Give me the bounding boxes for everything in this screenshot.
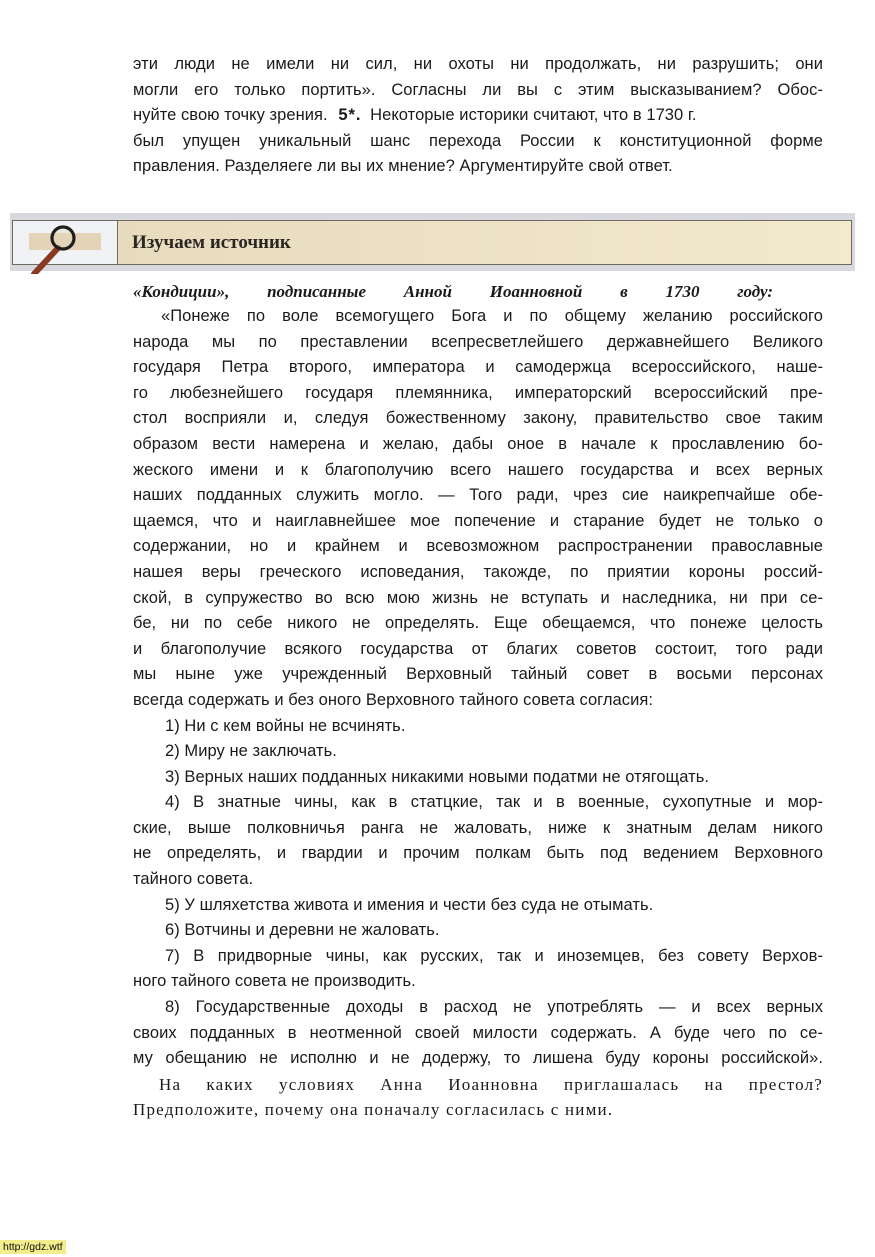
text-line: бе, ни по себе никого не определять. Еще обещаемся, что понеже целость bbox=[133, 614, 823, 633]
text-line: 6) Вотчины и деревни не жаловать. bbox=[165, 921, 440, 940]
text-line: 3) Верных наших подданных никакими новыми податми не отягощать. bbox=[165, 767, 709, 786]
text-line: ские, выше полковничья ранга не жаловать, ниже к знатным делам никого bbox=[133, 818, 823, 837]
condition-item-3 bbox=[133, 765, 823, 791]
condition-item-2 bbox=[133, 739, 823, 765]
text-line: 5) У шляхетства живота и имения и чести без суда не отымать. bbox=[165, 895, 654, 914]
source-body bbox=[133, 304, 823, 1123]
text-line: всегда содержать и без оного Верховного тайного совета согласия: bbox=[133, 690, 653, 709]
question-line: На каких условиях Анна Иоанновна приглашалась на престол? bbox=[159, 1074, 823, 1094]
text-line: государя Петра второго, императора и самодержца всероссийского, наше- bbox=[133, 358, 823, 377]
condition-item-7 bbox=[133, 944, 823, 995]
text-line: 8) Государственные доходы в расход не употреблять — и всех верных bbox=[165, 998, 823, 1017]
text-line: 4) В знатные чины, как в статцкие, так и в военные, сухопутные и мор- bbox=[165, 793, 823, 812]
condition-item-4 bbox=[133, 790, 823, 892]
top-paragraph bbox=[133, 52, 823, 180]
text-line: содержании, но и крайнем и всевозможном распространении православные bbox=[133, 537, 823, 556]
condition-item-8 bbox=[133, 995, 823, 1072]
text-line: ской, в супружество во всю мою жизнь не вступать и наследника, ни при се- bbox=[133, 588, 823, 607]
condition-item-1 bbox=[133, 714, 823, 740]
text-line: образом вести намерена и желаю, дабы оное в начале к прославлению бо- bbox=[133, 434, 823, 453]
text-line: наших подданных служить могло. — Того ради, чрез сие наикрепчайше обе- bbox=[133, 486, 823, 505]
text-line: и благополучие всякого государства от благих советов состоит, того ради bbox=[133, 639, 823, 658]
question-line: Предположите, почему она поначалу согласилась с ними. bbox=[133, 1100, 614, 1120]
question-block bbox=[133, 1072, 823, 1123]
text-line: был упущен уникальный шанс перехода России к конституционной форме bbox=[133, 131, 823, 150]
text-line: мы ныне уже учрежденный Верховный тайный совет в восьми персонах bbox=[133, 665, 823, 684]
magnifier-icon bbox=[18, 222, 88, 274]
section-header bbox=[10, 213, 855, 271]
section-title: Изучаем источник bbox=[132, 232, 291, 253]
text-line: му обещанию не исполню и не додержу, то лишена буду короны российской». bbox=[133, 1049, 823, 1068]
text-line: 1) Ни с кем войны не всчинять. bbox=[165, 716, 406, 735]
condition-item-5 bbox=[133, 893, 823, 919]
text-line: стол восприяли и, следуя божественному закону, правительство свое таким bbox=[133, 409, 823, 428]
text-fragment: Некоторые историки считают, что в 1730 г. bbox=[370, 106, 697, 125]
text-line: правления. Разделяеге ли вы их мнение? Аргументируйте свой ответ. bbox=[133, 157, 673, 176]
condition-item-6 bbox=[133, 918, 823, 944]
text-line: эти люди не имели ни сил, ни охоты ни продолжать, ни разрушить; они bbox=[133, 55, 823, 73]
text-line: 7) В придворные чины, как русских, так и иноземцев, без совету Верхов- bbox=[165, 946, 823, 965]
text-line: могли его только портить». Согласны ли вы с этим высказыванием? Обос- bbox=[133, 80, 823, 99]
text-line bbox=[133, 103, 823, 129]
text-line: тайного совета. bbox=[133, 870, 254, 889]
text-line: ного тайного совета не производить. bbox=[133, 972, 416, 991]
text-line: жеского имени и к благополучию всего нашего государства и всех верных bbox=[133, 460, 823, 479]
text-line: нашея веры греческого исповедания, такожде, по приятии короны россий- bbox=[133, 562, 823, 581]
text-line: народа мы по преставлении всепресветлейшего державнейшего Великого bbox=[133, 332, 823, 351]
section-header-frame bbox=[12, 220, 852, 265]
text-fragment: нуйте свою точку зрения. bbox=[133, 106, 328, 125]
text-line: 2) Миру не заключать. bbox=[165, 742, 337, 761]
title-area bbox=[118, 221, 851, 264]
task-number: 5*. bbox=[338, 106, 362, 125]
text-line: своих подданных в неотменной своей милости содержать. А буде чего по се- bbox=[133, 1023, 823, 1042]
text-line: «Понеже по воле всемогущего Бога и по общему желанию российского bbox=[161, 307, 823, 325]
text-line: не определять, и гвардии и прочим полкам быть под ведением Верховного bbox=[133, 844, 823, 863]
watermark-link[interactable]: http://gdz.wtf bbox=[0, 1240, 66, 1254]
source-caption: «Кондиции», подписанные Анной Иоанновной в 1730 году: bbox=[133, 282, 773, 301]
text-line: щаемся, что и наиглавнейшее мое попечение и старание будет не только о bbox=[133, 511, 823, 530]
text-line: го любезнейшего государя племянника, императорский всероссийский пре- bbox=[133, 383, 823, 402]
